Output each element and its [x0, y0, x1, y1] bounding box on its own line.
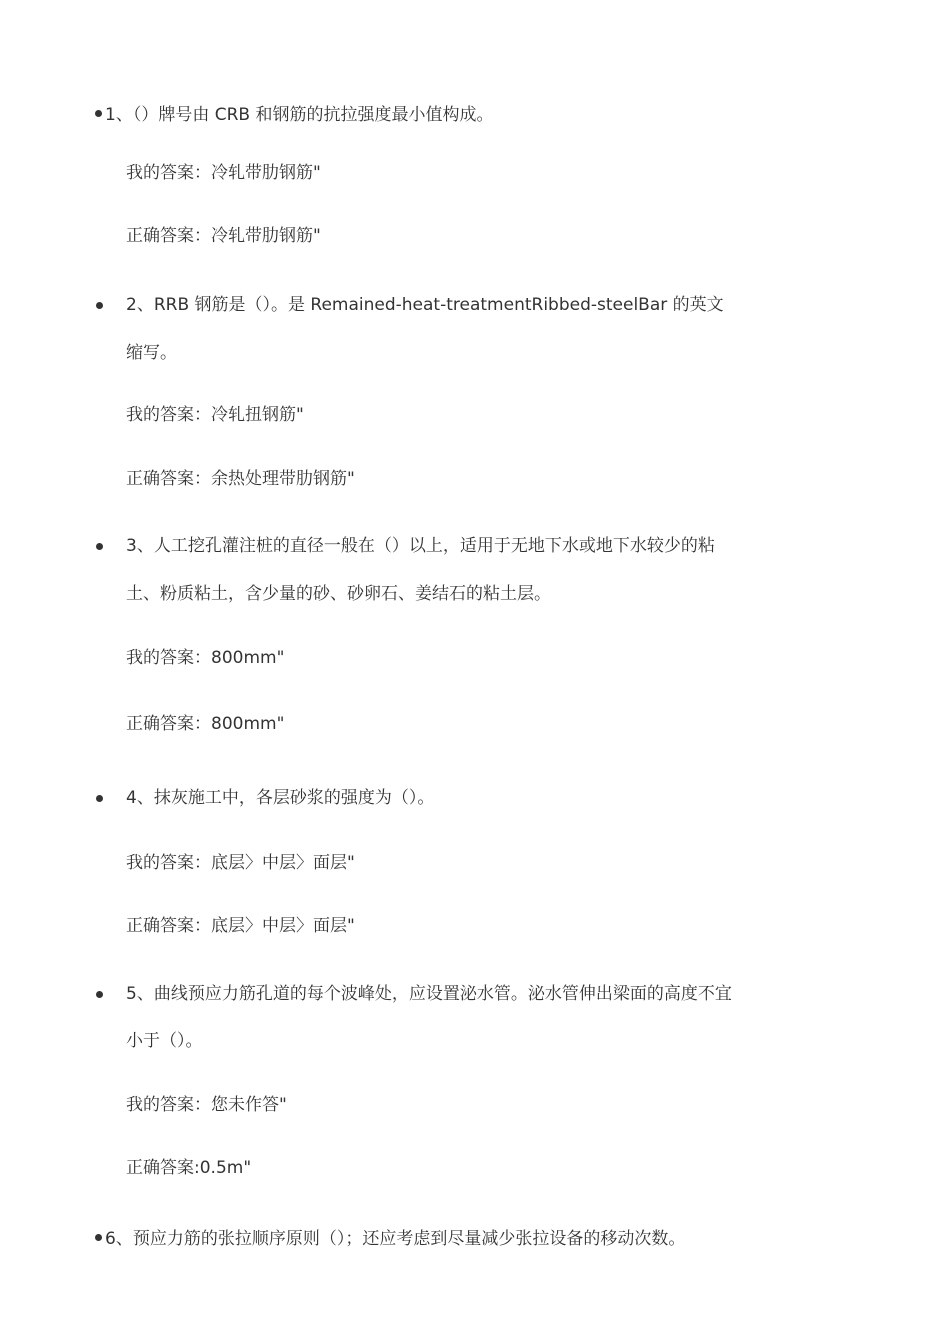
- bullet-icon: [96, 991, 103, 998]
- question-1-text: [95, 103, 493, 127]
- question-3-correct-answer: 正确答案：800mm": [126, 714, 285, 734]
- question-3-line-1: 3、人工挖孔灌注桩的直径一般在（）以上，适用于无地下水或地下水较少的粘: [126, 536, 715, 556]
- question-1-line-1: 1、（）牌号由 CRB 和钢筋的抗拉强度最小值构成。: [105, 105, 494, 125]
- question-5-line-1: 5、曲线预应力筋孔道的每个波峰处，应设置泌水管。泌水管伸出梁面的高度不宜: [126, 984, 732, 1004]
- question-1-correct-answer: 正确答案：冷轧带肋钢筋": [126, 226, 321, 246]
- question-2-my-answer: 我的答案：冷轧扭钢筋": [126, 405, 304, 425]
- question-2-line-2: 缩写。: [126, 343, 177, 363]
- question-2-correct-answer: 正确答案：余热处理带肋钢筋": [126, 469, 355, 489]
- bullet-icon: [95, 1234, 102, 1241]
- bullet-icon: [96, 302, 103, 309]
- question-5-line-2: 小于（）。: [126, 1031, 203, 1051]
- question-1-my-answer: 我的答案：冷轧带肋钢筋": [126, 163, 321, 183]
- question-3-my-answer: 我的答案：800mm": [126, 648, 285, 668]
- question-4-correct-answer: 正确答案：底层〉中层〉面层": [126, 916, 355, 936]
- question-4-line-1: 4、抹灰施工中，各层砂浆的强度为（）。: [126, 788, 435, 808]
- question-2-line-1: 2、RRB 钢筋是（）。是 Remained-heat-treatmentRibbed-steelBar 的英文: [126, 295, 724, 315]
- question-6-line-1: 6、预应力筋的张拉顺序原则（）；还应考虑到尽量减少张拉设备的移动次数。: [105, 1229, 686, 1249]
- question-6-text: [95, 1227, 685, 1251]
- bullet-icon: [95, 110, 102, 117]
- bullet-icon: [96, 795, 103, 802]
- bullet-icon: [96, 543, 103, 550]
- question-5-my-answer: 我的答案：您未作答": [126, 1095, 287, 1115]
- question-5-correct-answer: 正确答案:0.5m": [126, 1158, 252, 1178]
- question-3-line-2: 土、粉质粘土，含少量的砂、砂卵石、姜结石的粘土层。: [126, 584, 551, 604]
- question-4-my-answer: 我的答案：底层〉中层〉面层": [126, 853, 355, 873]
